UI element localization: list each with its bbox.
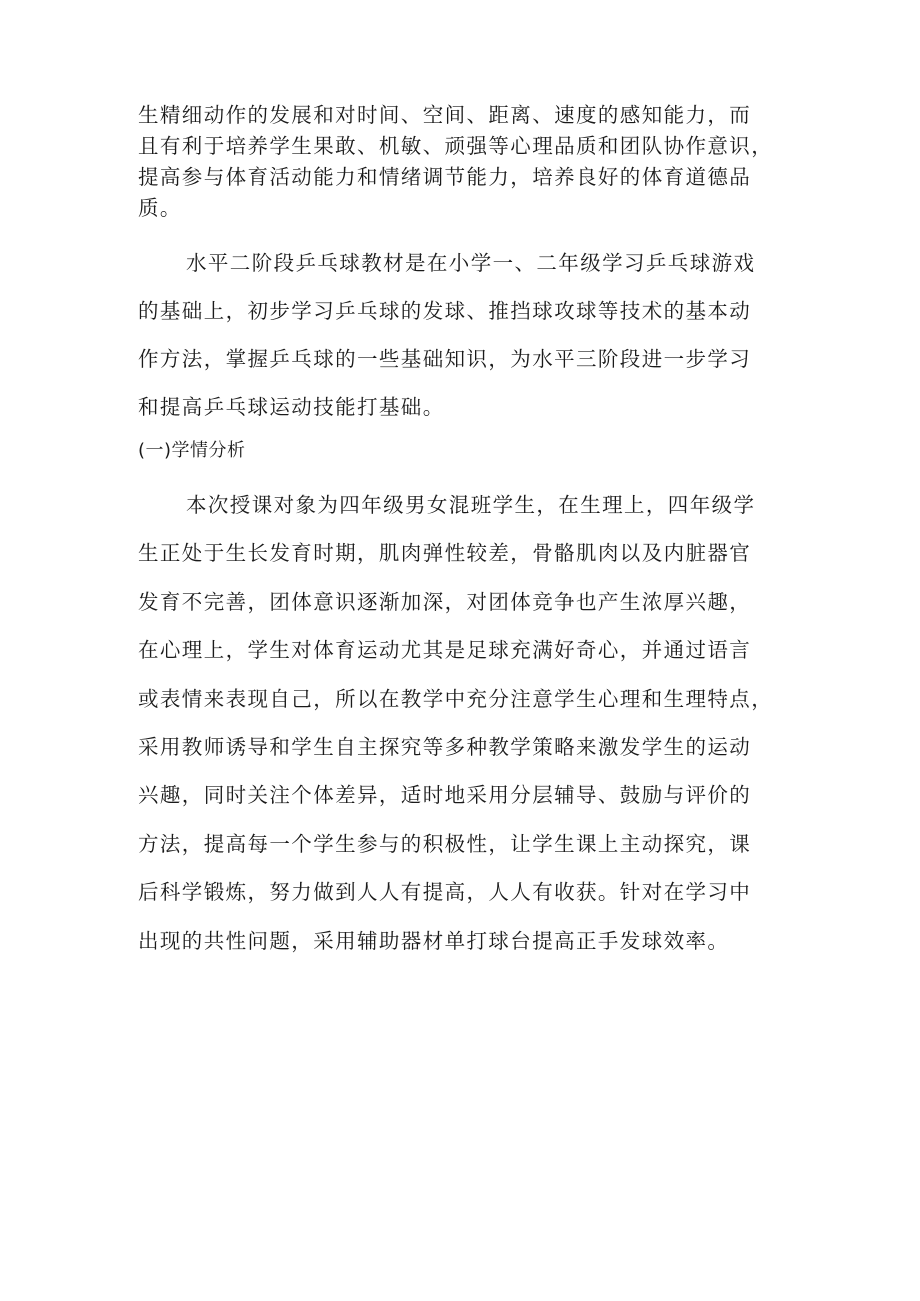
text-line: 采用教师诱导和学生自主探究等多种教学策略来激发学生的运动 (138, 735, 752, 760)
text-line: 水平二阶段乒乓球教材是在小学一、二年级学习乒乓球游戏 (186, 251, 756, 275)
text-line: 作方法，掌握乒乓球的一些基础知识，为水平三阶段进一步学习 (138, 347, 752, 371)
text-line: 方法，提高每一个学生参与的积极性，让学生课上主动探究，课 (138, 831, 752, 856)
text-line: 发育不完善，团体意识逐渐加深，对团体竞争也产生浓厚兴趣， (138, 589, 752, 614)
section-heading: (一)学情分析 (138, 440, 246, 461)
text-line: 质。 (138, 196, 182, 220)
text-line: 本次授课对象为四年级男女混班学生，在生理上，四年级学 (186, 493, 756, 517)
text-line: 兴趣，同时关注个体差异，适时地采用分层辅导、鼓励与评价的 (138, 783, 752, 808)
text-line: 提高参与体育活动能力和情绪调节能力，培养良好的体育道德品 (138, 165, 752, 189)
text-line: 和提高乒乓球运动技能打基础。 (138, 395, 445, 419)
text-line: 生正处于生长发育时期，肌肉弹性较差，骨骼肌肉以及内脏器官 (138, 541, 752, 566)
paragraph-continuation (138, 100, 798, 224)
text-line: 出现的共性问题，采用辅助器材单打球台提高正手发球效率。 (138, 928, 730, 953)
text-line: 或表情来表现自己，所以在教学中充分注意学生心理和生理特点， (138, 686, 774, 711)
paragraph-student-analysis (138, 481, 798, 965)
text-line: 在心理上，学生对体育运动尤其是足球充满好奇心，并通过语言 (138, 638, 752, 663)
text-line: 且有利于培养学生果敢、机敏、顽强等心理品质和团队协作意识， (138, 134, 774, 158)
text-line: 的基础上，初步学习乒乓球的发球、推挡球攻球等技术的基本动 (138, 299, 752, 323)
text-line: 生精细动作的发展和对时间、空间、距离、速度的感知能力，而 (138, 103, 752, 127)
text-line: 后科学锻炼，努力做到人人有提高，人人有收获。针对在学习中 (138, 880, 752, 905)
paragraph-textbook-description (138, 239, 798, 431)
